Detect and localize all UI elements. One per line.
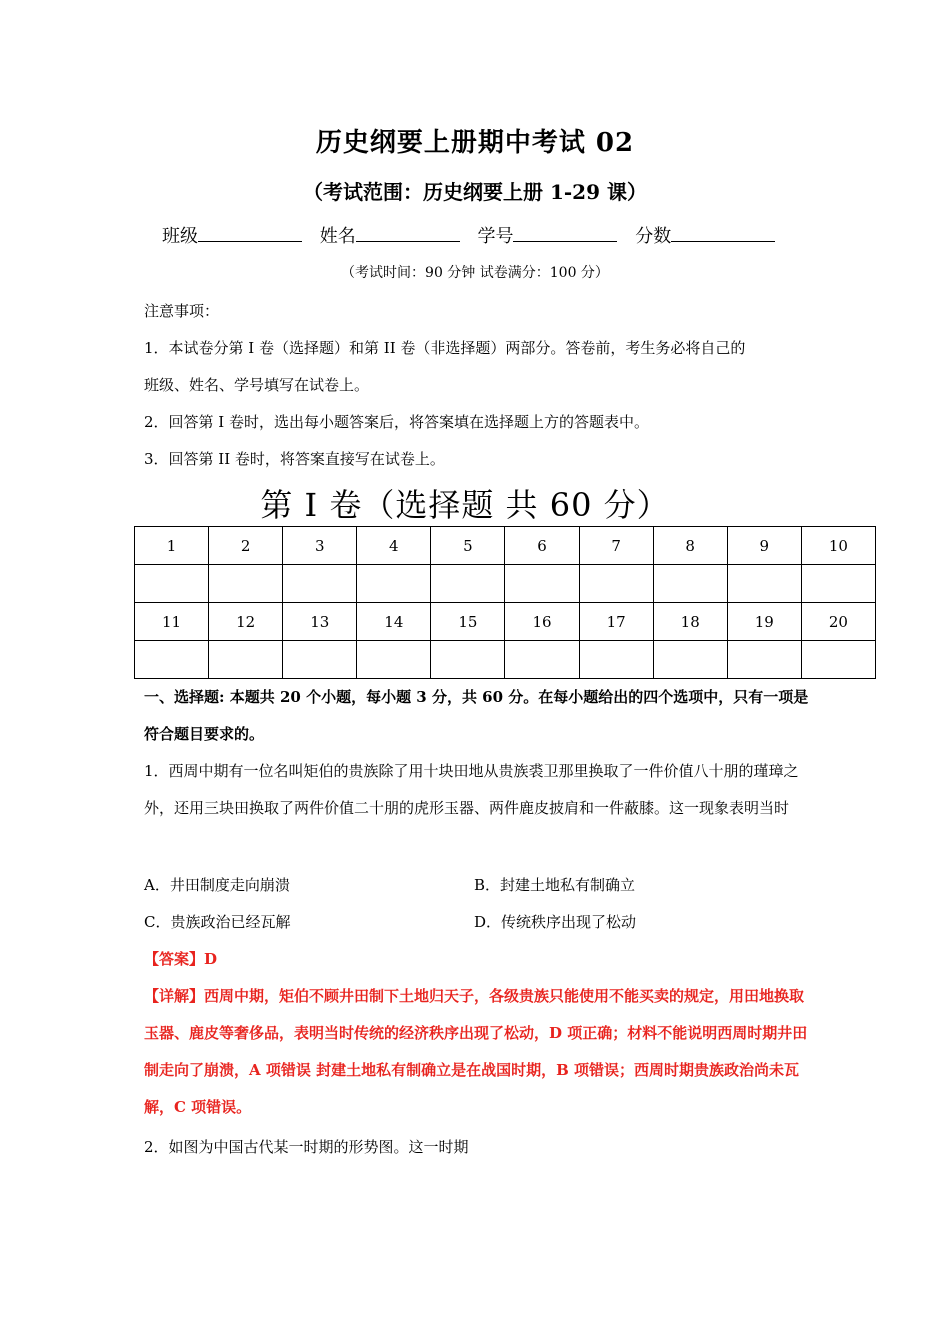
question-1-option-a: A．井田制度走向崩溃	[144, 876, 290, 894]
score-label: 分数	[635, 226, 672, 247]
choice-section-instruction: 一、选择题: 本题共 20 个小题，每小题 3 分，共 60 分。在每小题给出的四个选项中，只有一项是符合题目要求的。	[144, 688, 809, 743]
note-item-2: 2．回答第 I 卷时，选出每小题答案后，将答案填在选择题上方的答题表中。	[144, 413, 650, 431]
answer-table	[134, 526, 876, 679]
note-item-1-line-1: 1．本试卷分第 I 卷（选择题）和第 II 卷（非选择题）两部分。答卷前，考生务必将自己的	[144, 339, 746, 357]
answer-number: 9	[727, 527, 801, 565]
student-id-field	[477, 226, 617, 247]
question-1-option-c: C．贵族政治已经瓦解	[144, 913, 291, 931]
answer-blank-row-1	[135, 565, 876, 603]
note-item-3: 3．回答第 II 卷时，将答案直接写在试卷上。	[144, 450, 445, 468]
answer-cell[interactable]	[653, 565, 727, 603]
answer-number: 1	[135, 527, 209, 565]
question-1-stem: 1．西周中期有一位名叫矩伯的贵族除了用十块田地从贵族裘卫那里换取了一件价值八十朋的瑾璋之外，还用三块田换取了两件价值二十朋的虎形玉器、两件鹿皮披肩和一件蔽膝。这一现象表明当时	[144, 762, 799, 817]
class-label: 班级	[162, 226, 198, 247]
answer-number: 19	[727, 603, 801, 641]
answer-blank-row-2	[135, 641, 876, 679]
question-2-stem: 2．如图为中国古代某一时期的形势图。这一时期	[144, 1138, 469, 1156]
note-item-1-line-2: 班级、姓名、学号填写在试卷上。	[144, 376, 370, 394]
name-blank	[356, 227, 460, 242]
class-blank	[198, 227, 302, 242]
student-id-blank	[513, 227, 617, 242]
answer-cell[interactable]	[579, 565, 653, 603]
student-info-line	[162, 222, 787, 248]
answer-number: 17	[579, 603, 653, 641]
answer-cell[interactable]	[505, 565, 579, 603]
notes-heading: 注意事项：	[144, 302, 220, 320]
name-label: 姓名	[319, 226, 356, 247]
answer-cell[interactable]	[357, 565, 431, 603]
answer-cell[interactable]	[283, 565, 357, 603]
answer-number: 7	[579, 527, 653, 565]
answer-number: 5	[431, 527, 505, 565]
exam-subtitle: （考试范围：历史纲要上册 1-29 课）	[303, 180, 647, 204]
answer-cell[interactable]	[135, 641, 209, 679]
answer-number: 4	[357, 527, 431, 565]
question-1-option-d: D．传统秩序出现了松动	[474, 913, 637, 931]
answer-cell[interactable]	[283, 641, 357, 679]
answer-cell[interactable]	[801, 565, 875, 603]
answer-number: 16	[505, 603, 579, 641]
answer-cell[interactable]	[579, 641, 653, 679]
answer-cell[interactable]	[431, 565, 505, 603]
answer-number: 8	[653, 527, 727, 565]
student-id-label: 学号	[477, 226, 514, 247]
answer-cell[interactable]	[653, 641, 727, 679]
exam-timing: （考试时间：90 分钟 试卷满分：100 分）	[341, 265, 609, 281]
answer-cell[interactable]	[209, 565, 283, 603]
answer-number: 11	[135, 603, 209, 641]
answer-number: 12	[209, 603, 283, 641]
answer-number-row-2	[135, 603, 876, 641]
answer-number: 6	[505, 527, 579, 565]
section-heading: 第 I 卷（选择题 共 60 分）	[260, 486, 670, 524]
question-1-explanation: 【详解】西周中期，矩伯不顾井田制下土地归天子，各级贵族只能使用不能买卖的规定，用田地换取玉器、鹿皮等奢侈品，表明当时传统的经济秩序出现了松动，D 项正确；材料不能说明西周时期井田制走向了崩溃，A 项错误 封建土地私有制确立是在战国时期，B 项错误；西周时期贵族政治尚未瓦解，C 项错误。	[144, 987, 808, 1116]
score-blank	[671, 227, 775, 242]
score-field	[635, 226, 775, 247]
class-field	[162, 226, 302, 247]
answer-cell[interactable]	[431, 641, 505, 679]
exam-title: 历史纲要上册期中考试 02	[315, 128, 635, 158]
answer-number-row-1	[135, 527, 876, 565]
answer-number: 13	[283, 603, 357, 641]
answer-number: 10	[801, 527, 875, 565]
answer-cell[interactable]	[727, 641, 801, 679]
answer-number: 18	[653, 603, 727, 641]
answer-number: 15	[431, 603, 505, 641]
answer-cell[interactable]	[801, 641, 875, 679]
question-1-option-b: B．封建土地私有制确立	[474, 876, 636, 894]
answer-cell[interactable]	[505, 641, 579, 679]
answer-number: 20	[801, 603, 875, 641]
answer-number: 3	[283, 527, 357, 565]
answer-number: 2	[209, 527, 283, 565]
answer-cell[interactable]	[727, 565, 801, 603]
answer-cell[interactable]	[135, 565, 209, 603]
answer-cell[interactable]	[357, 641, 431, 679]
question-1-answer: 【答案】D	[144, 950, 218, 968]
answer-number: 14	[357, 603, 431, 641]
answer-cell[interactable]	[209, 641, 283, 679]
name-field	[320, 226, 460, 247]
